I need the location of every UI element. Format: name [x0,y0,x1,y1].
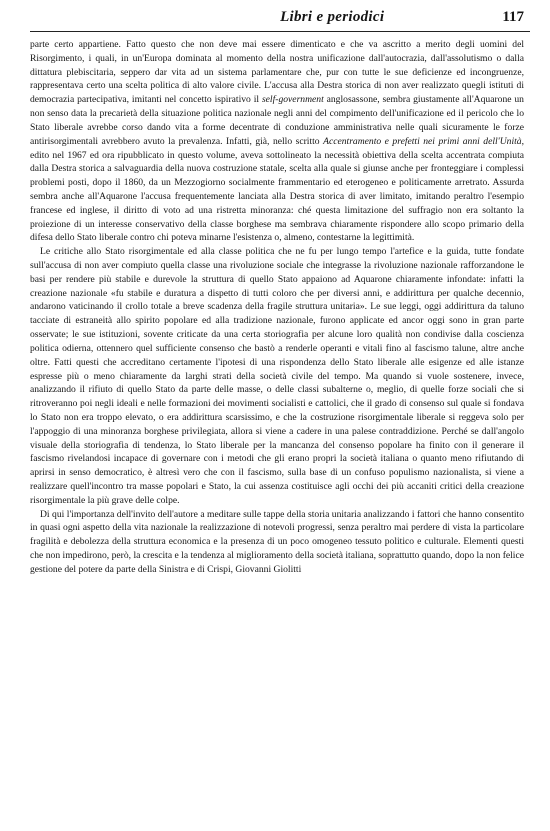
paragraph-text: anglosassone, sembra giustamente all'Aquarone un non senso data la precarietà della situazione politica nazionale negli anni del compimento dell'unificazione ed il pericolo che lo Stato liberale avrebbe corso dando vita a forme decentrate di conduzione amministrativa nelle quali sicuramente le forze antirisorgimentali avrebbero avuto la prevalenza. Infatti, già, nello scritto [30,94,524,147]
running-header [30,9,530,32]
italic-text: Accentramento e prefetti nei primi anni dell'Unità [323,135,522,147]
italic-text: self-government [261,94,324,106]
running-header-title: Libri e periodici [280,9,385,25]
body-paragraph [30,245,524,507]
paragraph-text: , edito nel 1967 ed ora ripubblicato in questo volume, aveva sottolineato la necessità obiettiva della scelta accentrata compiuta dalla Destra storica a salvaguardia della nuova costruzione statale, scelta alla quale si giunse anche per fronteggiare i complessi problemi posti, dopo il 1860, da un Mezzogiorno socialmente frammentario ed eterogeneo e politicamente arretrato. Assurda sembra anche all'Aquarone l'accusa frequentemente lanciata alla Destra storica di aver limitato, imitando peraltro l'esempio francese ed inglese, il diritto di voto ad una ristretta minoranza: ché questa limitazione del suffragio non era soltanto la proiezione di un interesse conservativo della classe borghese ma sembrava chiaramente rispondere allo scopo primario della difesa dello Stato liberale contro chi poteva minarne l'esistenza o, almeno, contestarne la legittimità. [30,135,524,244]
body-paragraph [30,508,524,577]
paragraph-text: Le critiche allo Stato risorgimentale ed alla classe politica che ne fu per lungo tempo l'artefice e la guida, tutte fondate sull'accusa di non aver compiuto quella classe una rivoluzione sociale che integrasse la rivoluzione nazionale rafforzandone le basi per rendere più stabile e durevole la struttura di quello Stato appaiono ad Aquarone chiaramente infondate: infatti la creazione nazionale «fu stabile e duratura a dispetto di tutti coloro che per diversi anni, e addirittura per qualche decennio, andarono vaticinando il crollo totale a breve scadenza della fragile struttura unitaria». Le sue leggi, oggi addirittura da taluno tacciate di estraneità allo spirito popolare ed alla tradizione nazionale, furono applicate ed ancor oggi sono in gran parte osservate; le sue istituzioni, sovente criticate da una certa storiografia per alcune loro qualità non condivise dalla coscienza politica odierna, ottennero quel sufficiente consenso che bastò a renderle operanti e vitali fino al fascismo talune, altre anche oltre. Fatti questi che accreditano certamente l'ipotesi di una rispondenza dello Stato liberale alle esigenze ed alle istanze espresse più o meno chiaramente da larghi strati della società civile del tempo. Ma quando si vuole sostenere, invece, analizzando il rifiuto di quello Stato da parte delle masse, o delle classi subalterne o, meglio, di quelle forze sociali che si ritroveranno poi negli ideali e nelle formazioni dei movimenti socialisti e cattolici, che il grado di consenso sul quale si fondava lo Stato non era troppo elevato, o era addirittura scarsissimo, e che la costruzione risorgimentale liberale si reggeva solo per l'appoggio di una minoranza borghese privilegiata, allora si viene a cadere in una palese contraddizione. Perché se dall'angolo visuale della storiografia di tendenza, lo Stato liberale per la mancanza del consenso popolare ha finito con il generare il fascismo rivelandosi incapace di governare con i metodi che gli erano propri la società italiana o quanto meno rifiutando di aprirsi in senso democratico, è altresì vero che con il fascismo, sulla base di un confuso populismo nazionalista, si viene a realizzare quell'incontro tra masse popolari e Stato, la cui assenza costituisce agli occhi dei più accaniti critici della creazione risorgimentale la più grave delle colpe. [30,246,524,506]
page-number: 117 [502,9,524,25]
body-paragraph [30,38,524,245]
paragraph-text: parte certo appartiene. Fatto questo che non deve mai essere dimenticato e che va ascritto a merito degli uomini del Risorgimento, i quali, in un'Europa dominata al momento della nostra unificazione dall'autocrazia, dall'assolutismo o dalla dittatura plebiscitaria, seppero dar vita ad un sistema parlamentare che, pur con tutte le sue deficienze ed incongruenze, rappresentava certo una scelta politica di alto valore civile. L'accusa alla Destra storica di non aver realizzato quegli istituti di democrazia partecipativa, imitanti nel concetto ispirativo il [30,39,524,106]
body-text [30,38,524,577]
paragraph-text: Di qui l'importanza dell'invito dell'autore a meditare sulle tappe della storia unitaria analizzando i fattori che hanno consentito in quasi ogni aspetto della vita nazionale la realizzazione di notevoli progressi, senza peraltro mai perdere di vista la particolare fragilità e debolezza della struttura economica e la presenza di un poco omogeneo tessuto politico e culturale. Elementi questi che non impedirono, però, la crescita e la tendenza al miglioramento della società italiana, soprattutto quando, dopo la non felice gestione del potere da parte della Sinistra e di Crispi, Giovanni Giolitti [30,508,524,575]
